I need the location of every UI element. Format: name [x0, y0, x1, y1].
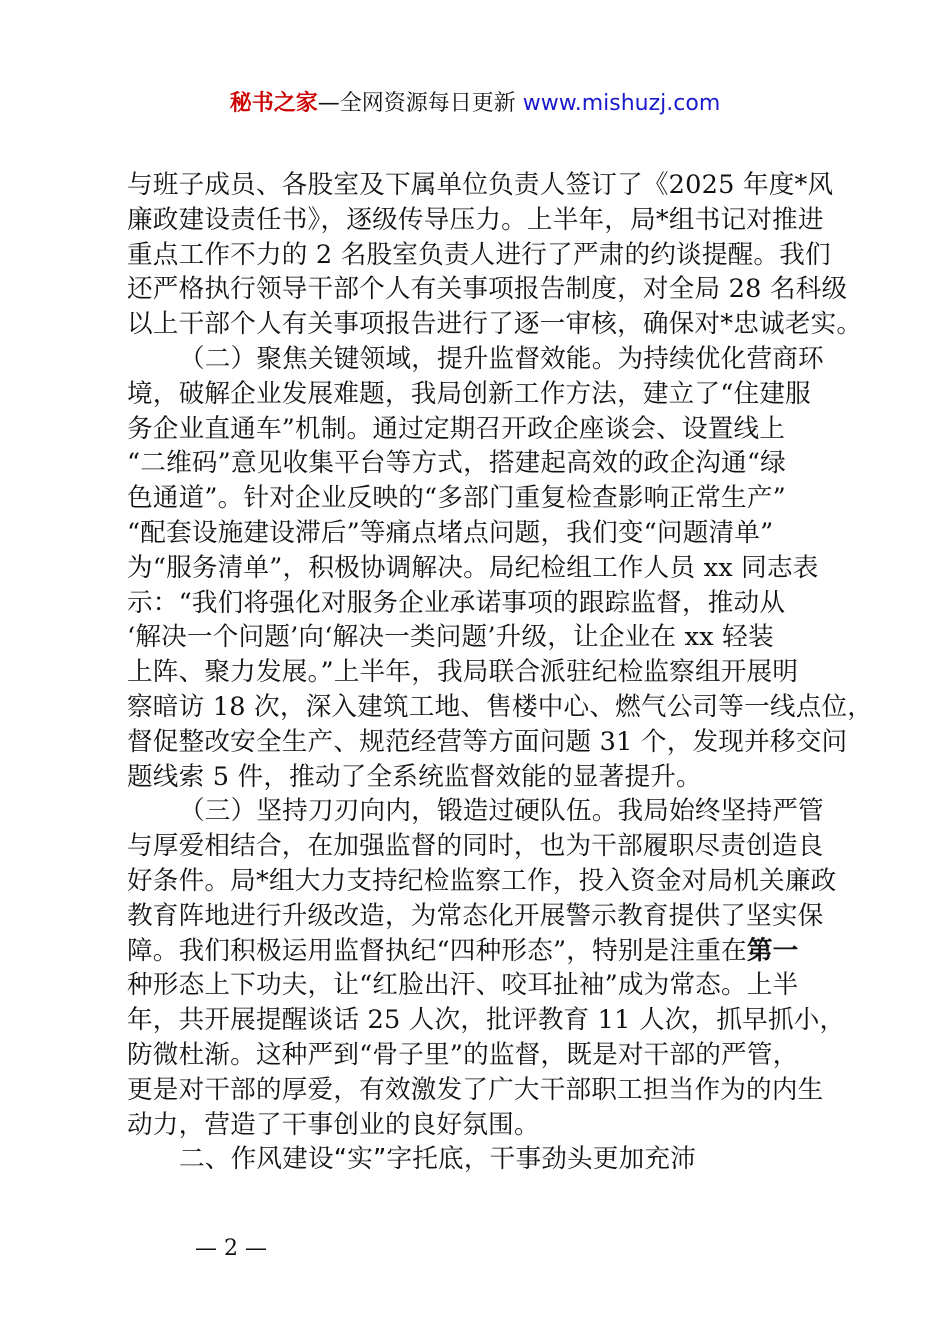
text-line: 务企业直通车”机制。通过定期召开政企座谈会、设置线上: [127, 413, 786, 444]
header-url-link[interactable]: www.mishuzj.com: [522, 91, 721, 116]
site-header: [0, 86, 950, 122]
text-line: 色通道”。针对企业反映的“多部门重复检查影响正常生产”: [127, 483, 786, 514]
text-line: 督促整改安全生产、规范经营等方面问题 31 个，发现并移交问: [127, 726, 848, 757]
text-line: 为“服务清单”，积极协调解决。局纪检组工作人员 xx 同志表: [127, 552, 819, 583]
text-line: 境，破解企业发展难题，我局创新工作方法，建立了“住建服: [127, 378, 811, 409]
text-line-start: 障。我们积极运用监督执纪“四种形态”，特别是注重在: [127, 935, 747, 966]
header-tagline: —全网资源每日更新: [317, 91, 523, 116]
text-line: 更是对干部的厚爱，有效激发了广大干部职工担当作为的内生: [127, 1074, 824, 1105]
text-line: 上阵、聚力发展。”上半年，我局联合派驻纪检监察组开展明: [127, 657, 799, 688]
page-number: — 2 —: [195, 1236, 267, 1261]
text-line: 廉政建设责任书》，逐级传导压力。上半年，局*组书记对推进: [127, 204, 824, 235]
text-line: “配套设施建设滞后”等痛点堵点问题，我们变“问题清单”: [127, 517, 774, 548]
text-line: “二维码”意见收集平台等方式，搭建起高效的政企沟通“绿: [127, 448, 786, 479]
text-line: 种形态上下功夫，让“红脸出汗、咬耳扯袖”成为常态。上半: [127, 970, 799, 1001]
text-line-with-bold: [127, 934, 842, 969]
text-line: （三）坚持刀刃向内，锻造过硬队伍。我局始终坚持严管: [179, 796, 824, 827]
document-body: [127, 168, 874, 1177]
text-line: 教育阵地进行升级改造，为常态化开展警示教育提供了坚实保: [127, 900, 824, 931]
text-line: 年，共开展提醒谈话 25 人次，批评教育 11 人次，抓早抓小，: [127, 1005, 846, 1036]
text-line: 与厚爱相结合，在加强监督的同时，也为干部履职尽责创造良: [127, 831, 824, 862]
text-line: 重点工作不力的 2 名股室负责人进行了严肃的约谈提醒。我们: [127, 239, 831, 270]
text-line: 还严格执行领导干部个人有关事项报告制度，对全局 28 名科级: [127, 274, 848, 305]
text-line: 防微杜渐。这种严到“骨子里”的监督，既是对干部的严管，: [127, 1039, 799, 1070]
text-line: 以上干部个人有关事项报告进行了逐一审核，确保对*忠诚老实。: [127, 309, 863, 340]
bold-emphasis: 第一: [746, 935, 799, 966]
text-line: 与班子成员、各股室及下属单位负责人签订了《2025 年度*风: [127, 170, 834, 200]
text-line: ‘解决一个问题’向‘解决一类问题’升级，让企业在 xx 轻装: [127, 622, 774, 653]
section-heading: 二、作风建设“实”字托底，干事劲头更加充沛: [179, 1144, 696, 1175]
text-line: 题线索 5 件，推动了全系统监督效能的显著提升。: [127, 761, 702, 792]
text-line: 察暗访 18 次，深入建筑工地、售楼中心、燃气公司等一线点位，: [127, 691, 874, 722]
text-line: 好条件。局*组大力支持纪检监察工作，投入资金对局机关廉政: [127, 865, 837, 896]
header-brand: 秘书之家: [229, 91, 318, 116]
text-line: 示：“我们将强化对服务企业承诺事项的跟踪监督，推动从: [127, 587, 786, 618]
text-line: 动力，营造了干事创业的良好氛围。: [127, 1109, 540, 1140]
text-line: （二）聚焦关键领域，提升监督效能。为持续优化营商环: [179, 343, 824, 374]
